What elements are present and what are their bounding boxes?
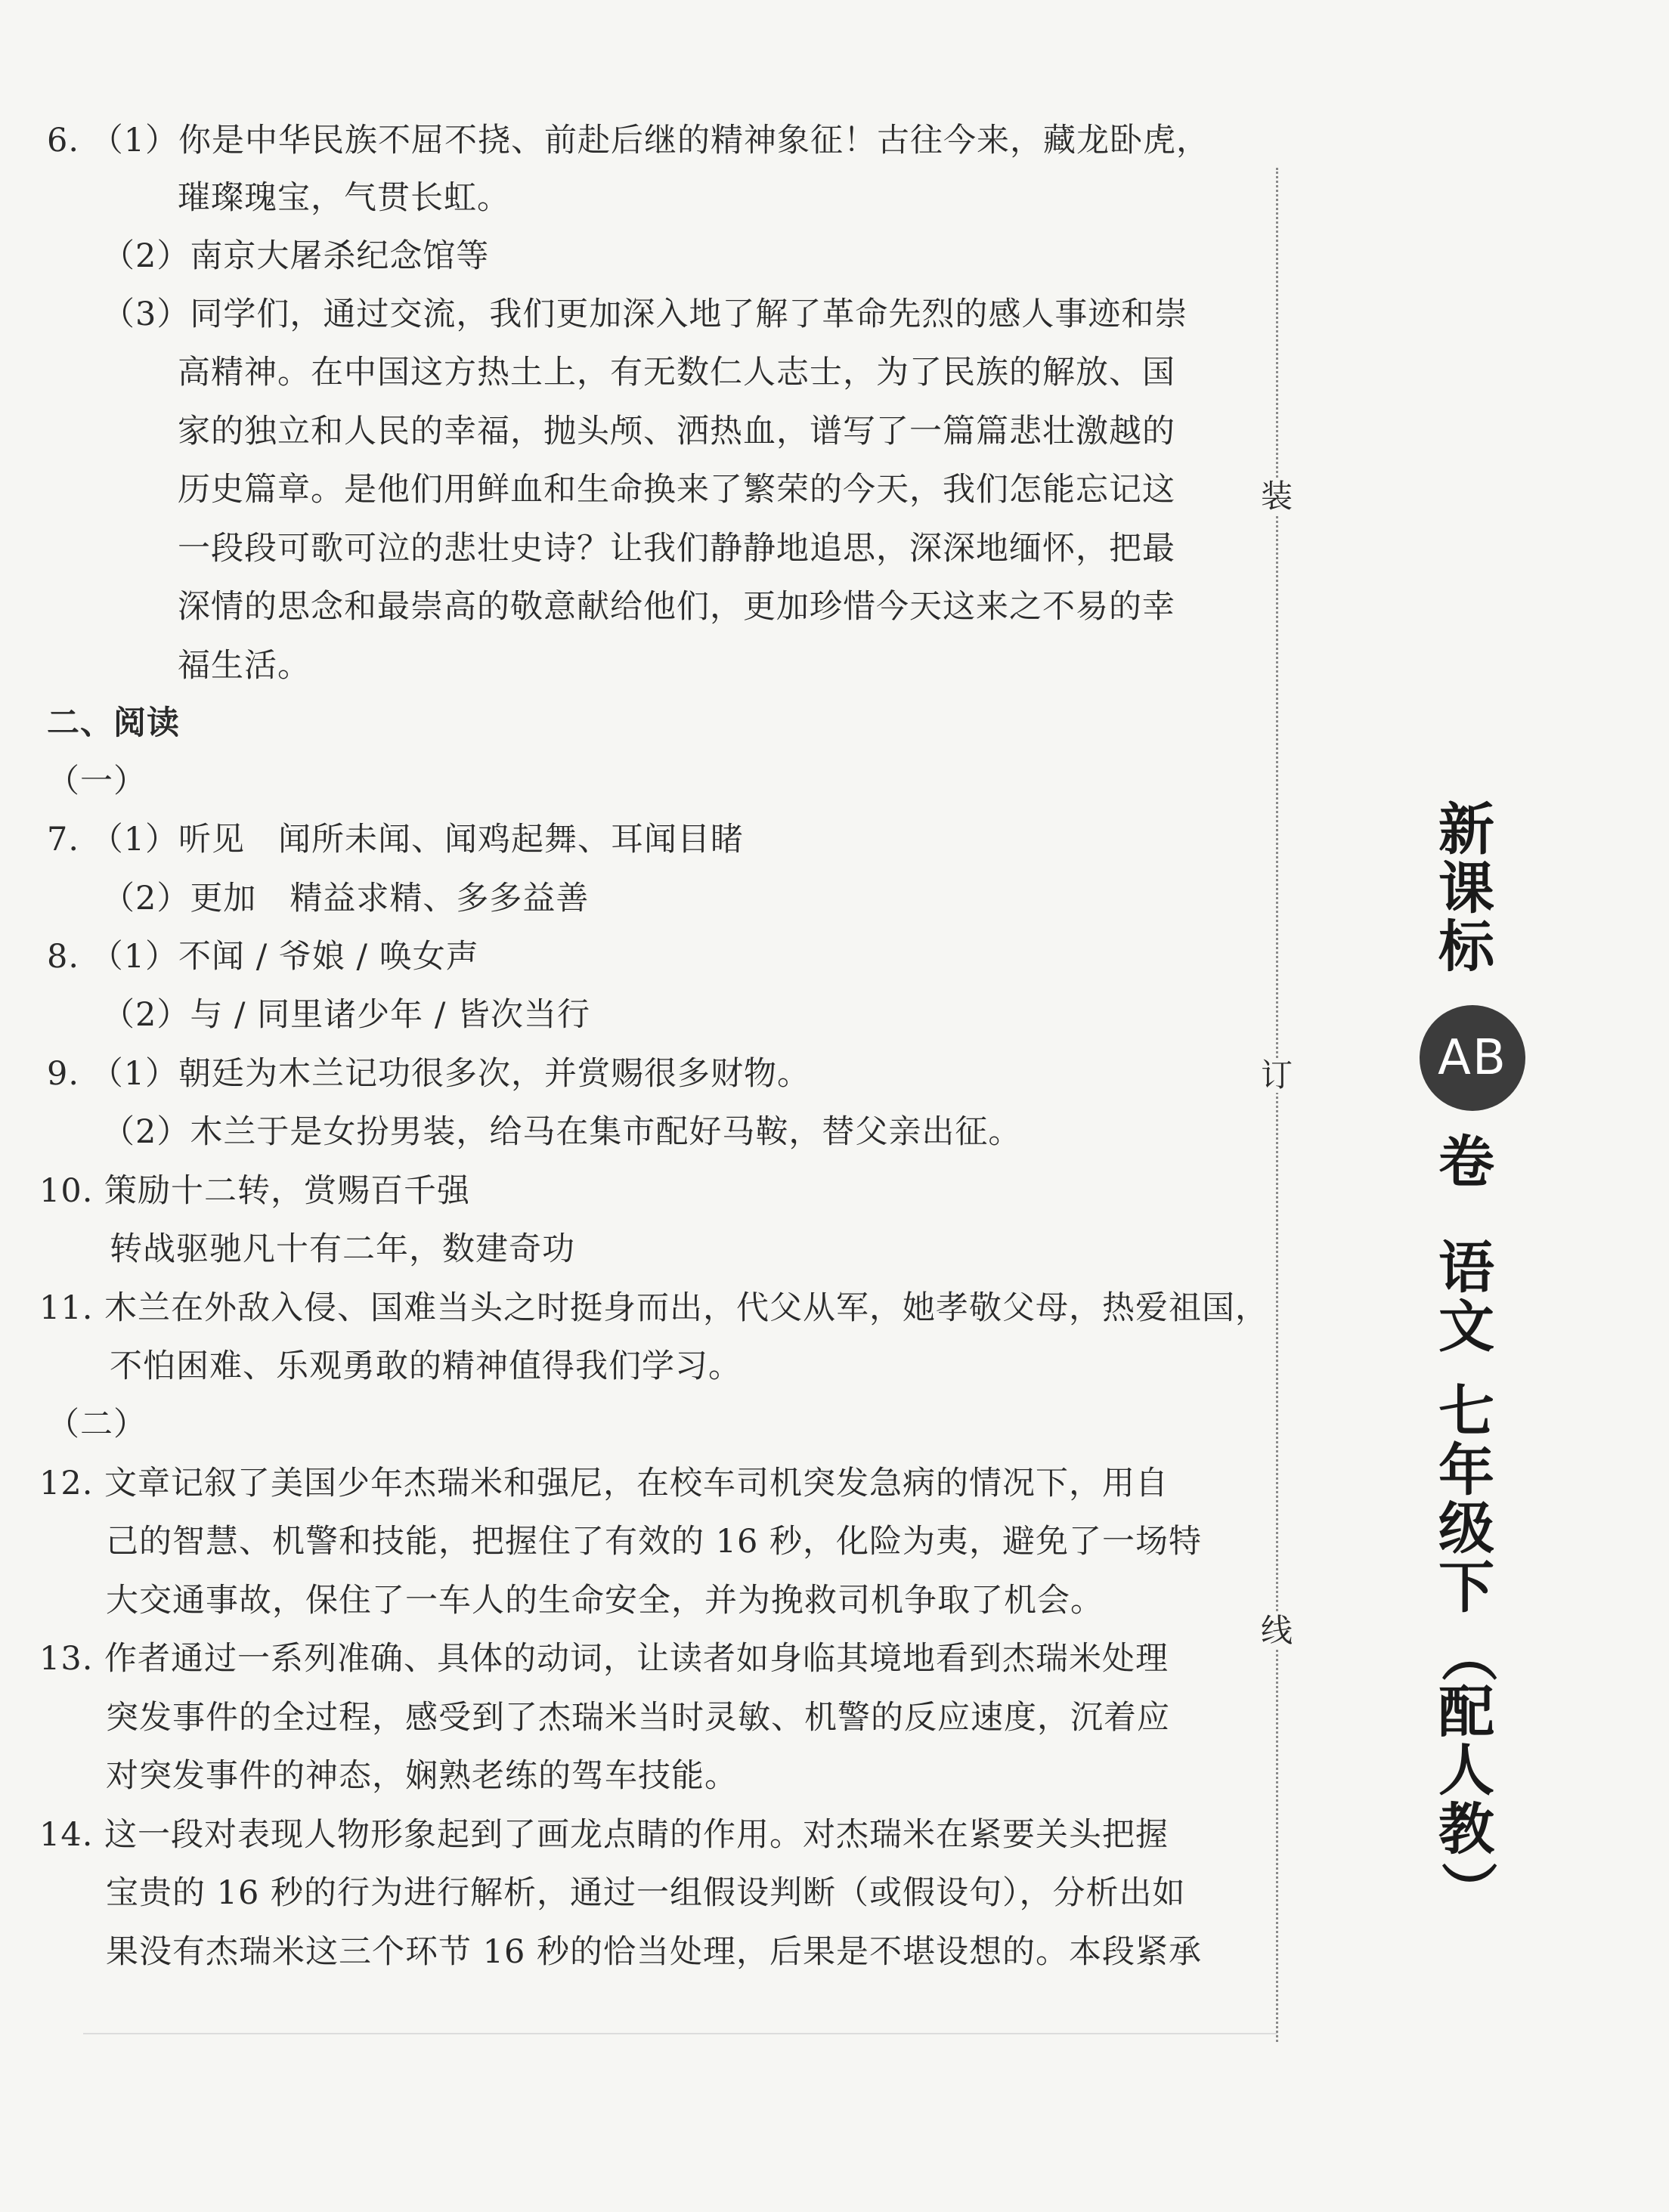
sidebar-char: 卷 [1438, 1130, 1494, 1195]
answer-line: 13. 作者通过一系列准确、具体的动词，让读者如身临其境地看到杰瑞米处理 [39, 1640, 1169, 1678]
binding-mark-ding: 订 [1256, 1058, 1297, 1093]
answer-line: 家的独立和人民的幸福，抛头颅、洒热血，谱写了一篇篇悲壮激越的 [178, 413, 1175, 450]
answer-line: （3）同学们，通过交流，我们更加深入地了解了革命先烈的感人事迹和崇 [102, 295, 1188, 333]
answer-line: （2）更加 精益求精、多多益善 [102, 880, 590, 917]
binding-mark-xian: 线 [1256, 1613, 1297, 1648]
answer-line: 福生活。 [178, 647, 311, 685]
answer-line: （一） [47, 763, 147, 800]
sidebar-char: 语 [1438, 1236, 1494, 1301]
sidebar-char: 教 [1438, 1797, 1494, 1863]
answer-line: 8. （1）不闻 / 爷娘 / 唤女声 [47, 938, 479, 976]
sidebar-char: 七 [1438, 1379, 1494, 1444]
answer-line: （2）木兰于是女扮男装，给马在集市配好马鞍，替父亲出征。 [102, 1113, 1022, 1151]
sidebar-char: 文 [1438, 1294, 1494, 1360]
sidebar-char: 级 [1438, 1496, 1494, 1562]
answer-line: 6. （1）你是中华民族不屈不挠、前赴后继的精神象征！古往今来，藏龙卧虎， [47, 122, 1210, 159]
answer-line: 一段段可歌可泣的悲壮史诗？让我们静静地追思，深深地缅怀，把最 [178, 530, 1175, 568]
sidebar-title-top [1391, 797, 1542, 980]
answer-line: 不怕困难、乐观勇敢的精神值得我们学习。 [110, 1347, 742, 1385]
answer-line: 己的智慧、机警和技能，把握住了有效的 16 秒，化险为夷，避免了一场特 [106, 1523, 1203, 1561]
answer-line: 璀璨瑰宝，气贯长虹。 [178, 179, 510, 217]
answer-line: 11. 木兰在外敌入侵、国难当头之时挺身而出，代父从军，她孝敬父母，热爱祖国， [39, 1289, 1269, 1327]
sidebar-char: 年 [1438, 1437, 1494, 1503]
answer-line: 宝贵的 16 秒的行为进行解析，通过一组假设判断（或假设句），分析出如 [106, 1874, 1186, 1912]
ab-badge: AB [1420, 1005, 1525, 1111]
answer-line: （2）与 / 同里诸少年 / 皆次当行 [102, 996, 591, 1034]
section-heading: 二、阅读 [47, 704, 180, 742]
answer-line: 12. 文章记叙了美国少年杰瑞米和强尼，在校车司机突发急病的情况下，用自 [39, 1465, 1169, 1502]
sidebar-char: 标 [1438, 914, 1494, 980]
sidebar-char: ） [1434, 1861, 1500, 1917]
sidebar-char: （ [1434, 1626, 1500, 1682]
answer-line: 果没有杰瑞米这三个环节 16 秒的恰当处理，后果是不堪设想的。本段紧承 [106, 1933, 1203, 1971]
answer-line: 对突发事件的神态，娴熟老练的驾车技能。 [106, 1757, 738, 1795]
binding-mark-zhuang: 装 [1256, 479, 1297, 514]
answer-line: 9. （1）朝廷为木兰记功很多次，并赏赐很多财物。 [47, 1055, 811, 1093]
answer-line: 深情的思念和最崇高的敬意献给他们，更加珍惜今天这来之不易的幸 [178, 588, 1175, 626]
answer-line: 大交通事故，保住了一车人的生命安全，并为挽救司机争取了机会。 [106, 1582, 1104, 1620]
sidebar-char: 新 [1438, 797, 1494, 862]
answer-line: 7. （1）听见 闻所未闻、闻鸡起舞、耳闻目睹 [47, 821, 745, 859]
sidebar-char: 课 [1438, 855, 1494, 921]
sidebar-subject [1391, 1236, 1542, 1360]
sidebar-char: 下 [1438, 1555, 1494, 1621]
answer-line: 14. 这一段对表现人物形象起到了画龙点睛的作用。对杰瑞米在紧要关头把握 [39, 1816, 1169, 1854]
answer-line: （二） [47, 1406, 147, 1443]
sidebar-char: 配 [1438, 1679, 1494, 1745]
answer-line: 历史篇章。是他们用鲜血和生命换来了繁荣的今天，我们怎能忘记这 [178, 471, 1175, 509]
answer-line: 10. 策励十二转，赏赐百千强 [39, 1172, 471, 1210]
answer-line: 高精神。在中国这方热土上，有无数仁人志士，为了民族的解放、国 [178, 354, 1175, 391]
sidebar-edition [1391, 1625, 1542, 1918]
answer-line: 转战驱驰凡十有二年，数建奇功 [110, 1230, 575, 1268]
answer-line: 突发事件的全过程，感受到了杰瑞米当时灵敏、机警的反应速度，沉着应 [106, 1699, 1170, 1737]
binding-dotted-line [1276, 168, 1278, 2042]
sidebar-char: 人 [1438, 1738, 1494, 1804]
answer-line: （2）南京大屠杀纪念馆等 [102, 237, 490, 275]
bottom-rule [83, 2033, 1277, 2034]
